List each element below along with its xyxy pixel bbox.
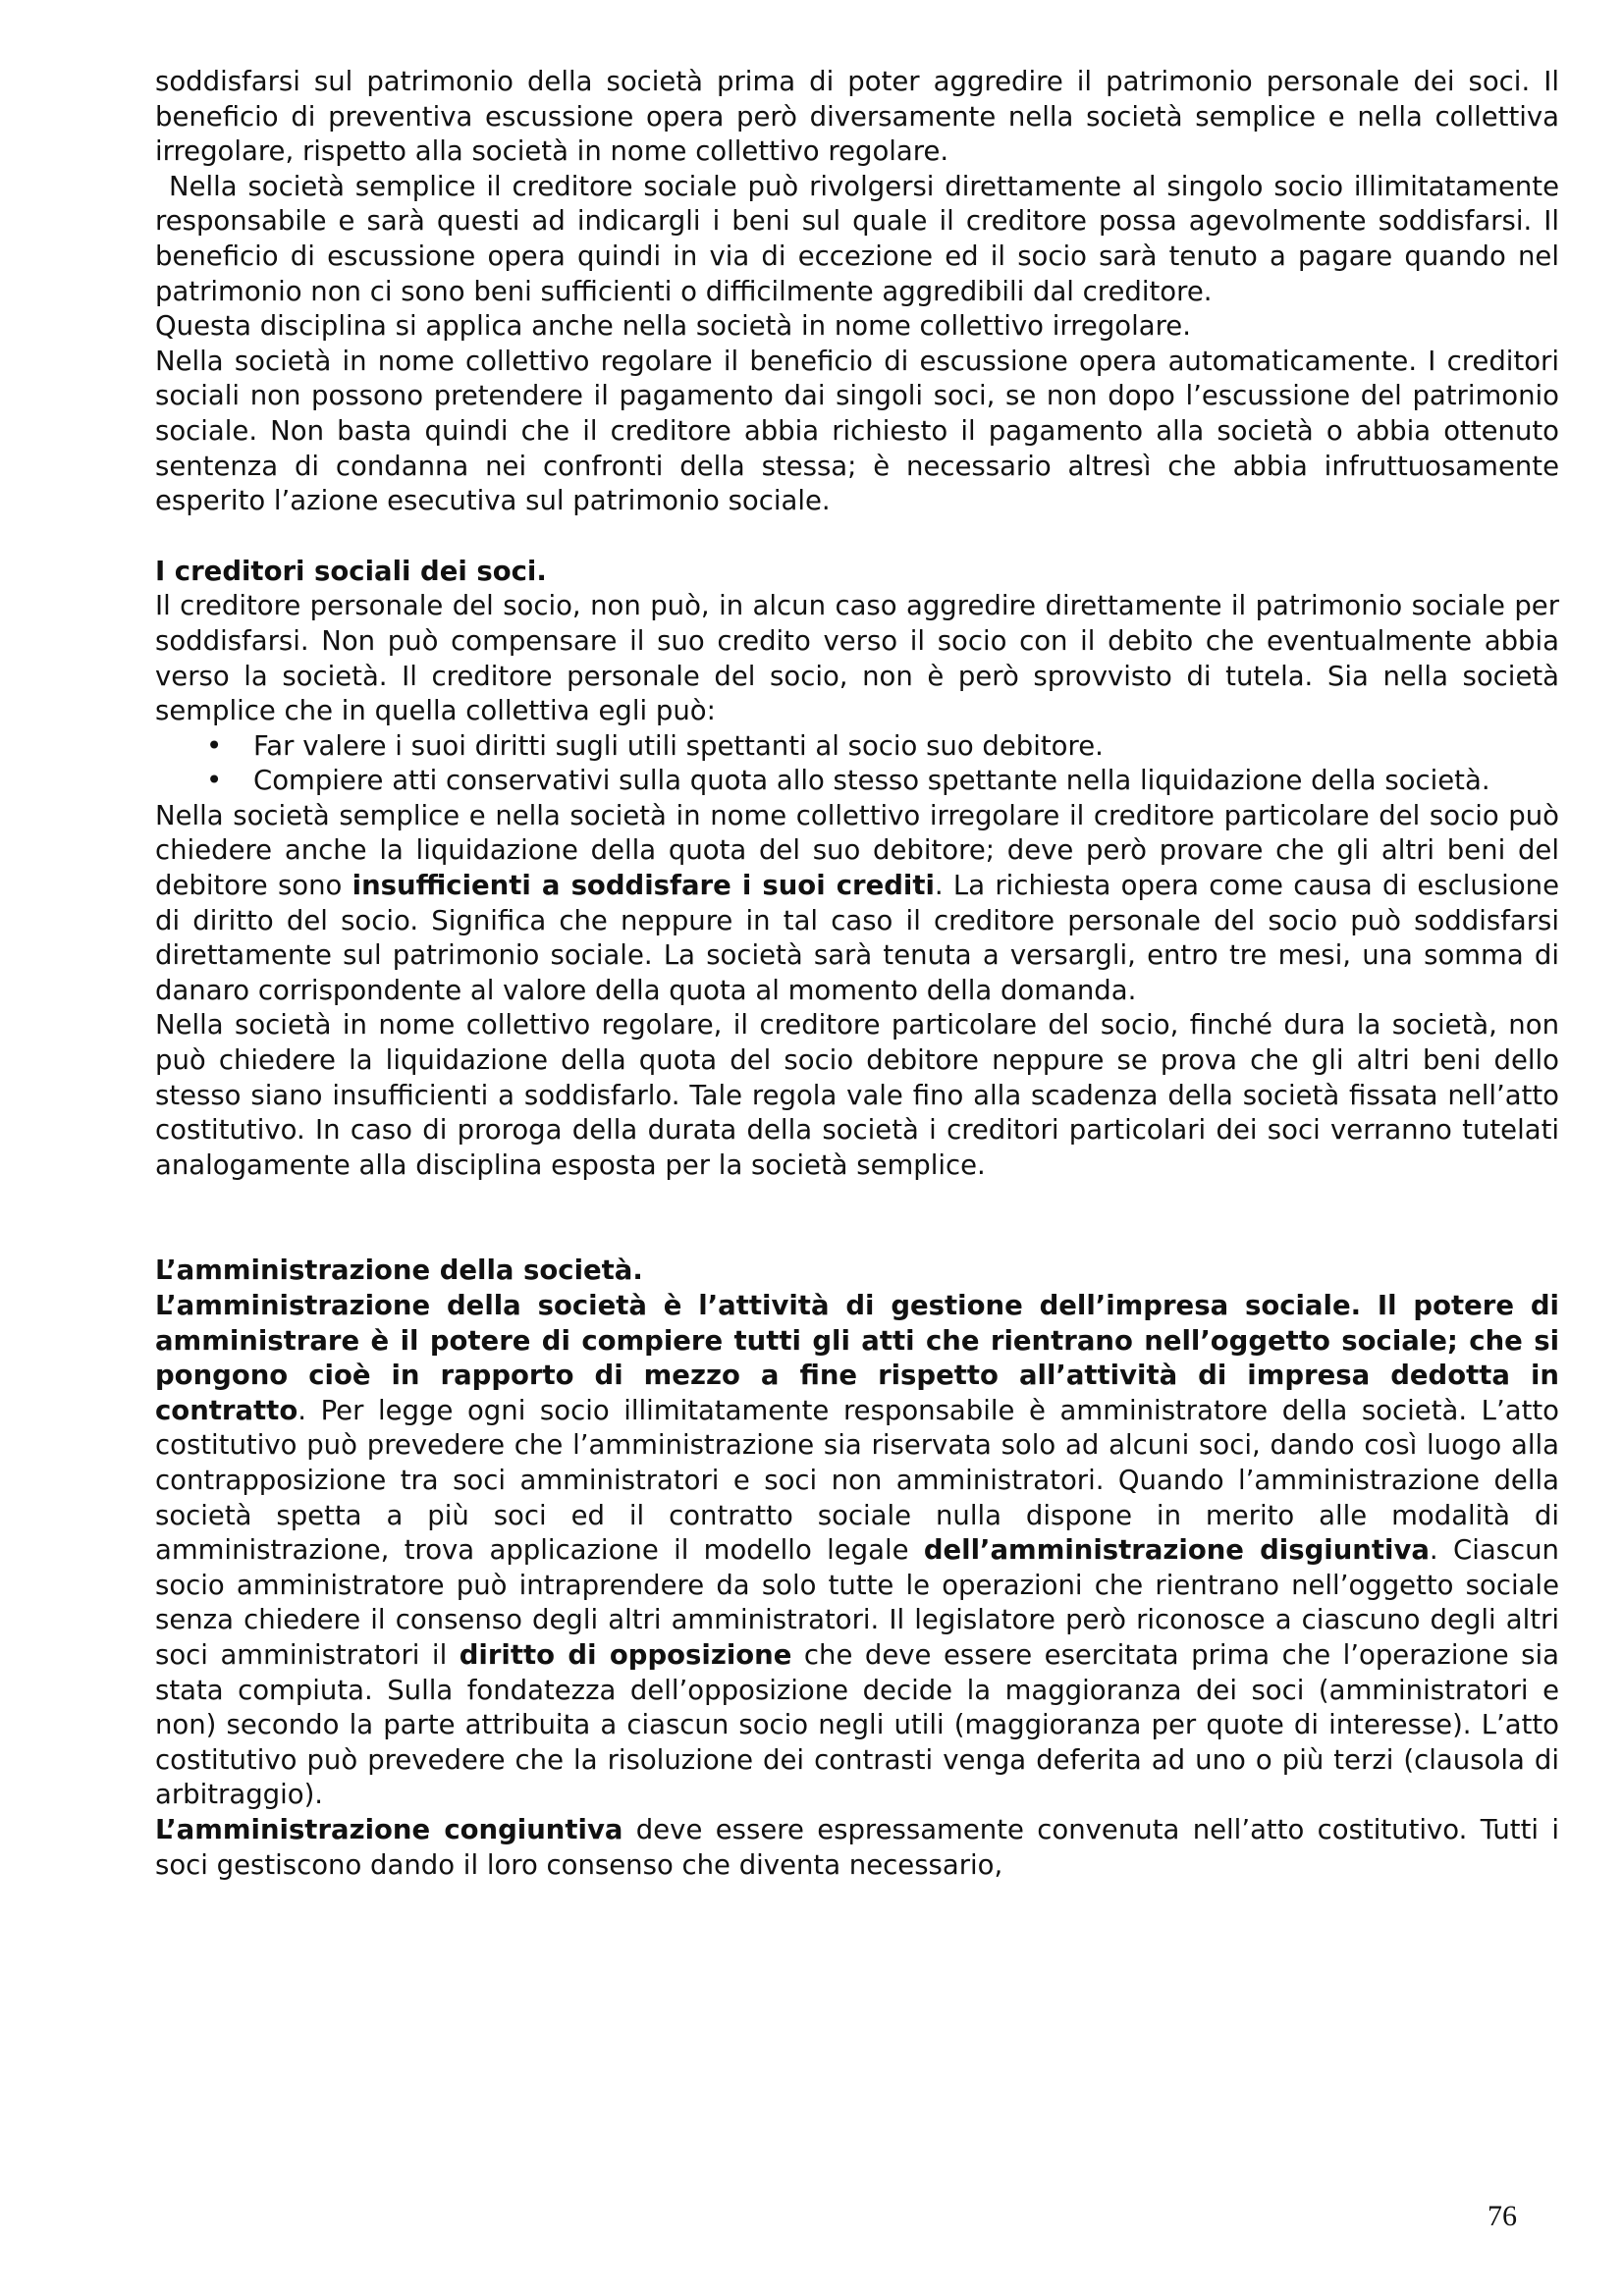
list-item-text: Compiere atti conservativi sulla quota allo stesso spettante nella liquidazione della società.	[253, 765, 1490, 797]
spacer	[155, 1183, 1559, 1254]
emphasis-text: L’amministrazione della società è l’attività di gestione dell’impresa sociale. Il potere di amministrare è il potere di compiere tutti gli atti che rientrano nell’oggetto sociale; che si pongono cioè in rapporto di mezzo a fine rispetto all’attività di impresa dedotta in contratto	[155, 1290, 1559, 1426]
text-run: . La richiesta opera come causa di esclusione di diritto del socio. Significa che neppure in tal caso il creditore personale del socio può soddisfarsi direttamente sul patrimonio sociale. La società sarà tenuta a versargli, entro tre mesi, una somma di danaro corrispondente al valore della quota al momento della domanda.	[155, 870, 1560, 1006]
paragraph	[155, 1289, 1559, 1813]
document-page	[155, 65, 1559, 1883]
emphasis-text: insufficienti a soddisfare i suoi crediti	[352, 870, 935, 902]
text-run: che deve essere esercitata prima che l’operazione sia stata compiuta. Sulla fondatezza dell’opposizione decide la maggioranza dei soci (amministratori e non) secondo la parte attribuita a ciascun socio negli utili (maggioranza per quote di interesse). L’atto costitutivo può prevedere che la risoluzione dei contrasti venga deferita ad uno o più terzi (clausola di arbitraggio).	[155, 1638, 1559, 1811]
list-item	[155, 764, 1559, 799]
spacer	[155, 519, 1559, 555]
paragraph: Nella società in nome collettivo regolare, il creditore particolare del socio, finché dura la società, non può chiedere la liquidazione della quota del socio debitore neppure se prova che gli altri beni dello stesso siano insufficienti a soddisfarlo. Tale regola vale fino alla scadenza della società fissata nell’atto costitutivo. In caso di proroga della durata della società i creditori particolari dei soci verranno tutelati analogamente alla disciplina esposta per la società semplice.	[155, 1009, 1559, 1181]
list-item-text: Far valere i suoi diritti sugli utili spettanti al socio suo debitore.	[253, 729, 1104, 762]
bullet-icon: •	[206, 765, 223, 797]
bullet-list	[155, 729, 1559, 799]
paragraph	[155, 799, 1559, 1009]
list-item	[155, 729, 1559, 765]
section-heading-amministrazione: L’amministrazione della società.	[155, 1255, 643, 1287]
text-run: Nella società semplice e nella società in nome collettivo irregolare il creditore particolare del socio può chiedere anche la liquidazione della quota del suo debitore; deve però provare che gli altri beni del debitore sono	[155, 799, 1559, 902]
paragraph: Nella società semplice il creditore sociale può rivolgersi direttamente al singolo socio illimitatamente responsabile e sarà questi ad indicargli i beni sul quale il creditore possa agevolmente soddisfarsi. Il beneficio di escussione opera quindi in via di eccezione ed il socio sarà tenuto a pagare quando nel patrimonio non ci sono beni sufficienti o difficilmente aggredibili dal creditore.	[155, 170, 1559, 307]
paragraph: Nella società in nome collettivo regolare il beneficio di escussione opera automaticamente. I creditori sociali non possono pretendere il pagamento dai singoli soci, se non dopo l’escussione del patrimonio sociale. Non basta quindi che il creditore abbia richiesto il pagamento alla società o abbia ottenuto sentenza di condanna nei confronti della stessa; è necessario altresì che abbia infruttuosamente esperito l’azione esecutiva sul patrimonio sociale.	[155, 345, 1559, 517]
paragraph: soddisfarsi sul patrimonio della società prima di poter aggredire il patrimonio personale dei soci. Il beneficio di preventiva escussione opera però diversamente nella società semplice e nella collettiva irregolare, rispetto alla società in nome collettivo regolare.	[155, 66, 1559, 168]
paragraph: Il creditore personale del socio, non può, in alcun caso aggredire direttamente il patrimonio sociale per soddisfarsi. Non può compensare il suo credito verso il socio con il debito che eventualmente abbia verso la società. Il creditore personale del socio, non è però sprovvisto di tutela. Sia nella società semplice che in quella collettiva egli può:	[155, 590, 1559, 727]
bullet-icon: •	[206, 729, 223, 762]
paragraph: Questa disciplina si applica anche nella società in nome collettivo irregolare.	[155, 310, 1191, 343]
page-number: 76	[1488, 2200, 1517, 2232]
emphasis-text: diritto di opposizione	[459, 1638, 792, 1671]
emphasis-text: L’amministrazione congiuntiva	[155, 1813, 623, 1845]
text-run: deve essere espressamente convenuta nell’atto costitutivo. Tutti i soci gestiscono dando il loro consenso che diventa necessario,	[155, 1813, 1560, 1881]
text-run: . Per legge ogni socio illimitatamente responsabile è amministratore della società. L’atto costitutivo può prevedere che l’amministrazione sia riservata solo ad alcuni soci, dando così luogo alla contrapposizione tra soci amministratori e soci non amministratori. Quando l’amministrazione della società spetta a più soci ed il contratto sociale nulla dispone in merito alle modalità di amministrazione, trova applicazione il modello legale	[155, 1394, 1559, 1567]
text-run: . Ciascun socio amministratore può intraprendere da solo tutte le operazioni che rientrano nell’oggetto sociale senza chiedere il consenso degli altri amministratori. Il legislatore però riconosce a ciascuno degli altri soci amministratori il	[155, 1534, 1559, 1671]
paragraph	[155, 1813, 1559, 1883]
emphasis-text: dell’amministrazione disgiuntiva	[923, 1534, 1430, 1567]
section-heading-creditori: I creditori sociali dei soci.	[155, 555, 547, 587]
